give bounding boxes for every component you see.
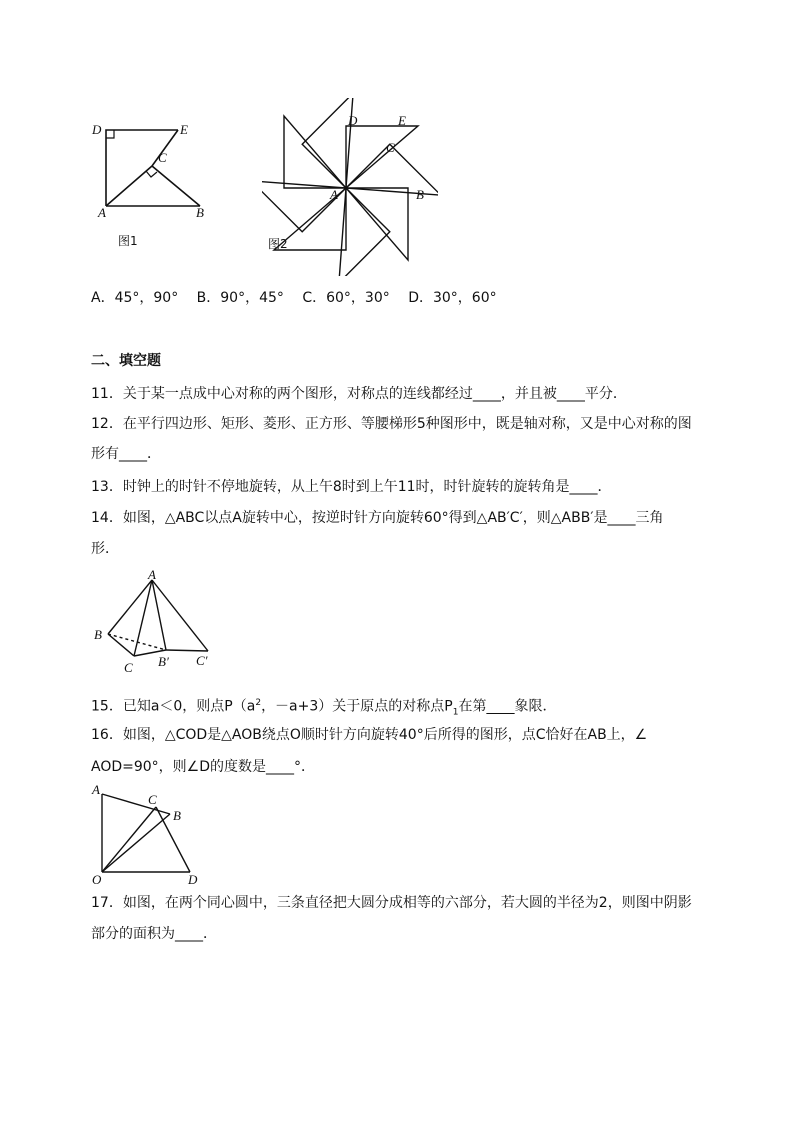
fig1-label-b: B <box>196 205 204 220</box>
question-17-line-2: 部分的面积为____． <box>91 926 217 942</box>
fig2-caption: 图2 <box>268 237 288 251</box>
question-10-options: A．45°，90° B．90°，45° C．60°，30° D．30°，60° <box>91 290 497 306</box>
question-14-line-1: 14．如图，△ABC以点A旋转中心，按逆时针方向旋转60°得到△AB′C′，则△ABB′是____三角 <box>91 510 664 526</box>
figure-2 <box>262 98 438 276</box>
q15-text-middle: ，－a+3）关于原点的对称点P <box>261 698 453 715</box>
question-16-line-1: 16．如图，△COD是△AOB绕点O顺时针方向旋转40°后所得的图形，点C恰好在AB上，∠ <box>91 727 648 743</box>
fig14-label-c-prime: C′ <box>196 653 208 668</box>
question-17-line-1: 17．如图，在两个同心圆中，三条直径把大圆分成相等的六部分，若大圆的半径为2，则图中阴影 <box>91 895 692 911</box>
fig2-label-b: B <box>416 187 424 202</box>
fig1-label-d: D <box>92 122 102 137</box>
question-12-line-2: 形有____． <box>91 446 161 462</box>
q15-superscript: 2 <box>255 698 262 708</box>
fig1-label-c: C <box>158 150 167 165</box>
q15-subscript: 1 <box>452 707 459 718</box>
question-15 <box>91 693 556 722</box>
question-14-line-2: 形． <box>91 541 119 557</box>
fig1-caption: 图1 <box>118 234 138 248</box>
pinwheel-triangle <box>346 126 418 188</box>
fig2-label-a: A <box>330 187 338 202</box>
q15-text-before: 15．已知a＜0，则点P（a <box>91 698 256 715</box>
pinwheel-triangle <box>346 188 408 260</box>
fig16-label-d: D <box>188 872 198 887</box>
fig14-label-b-prime: B′ <box>158 654 169 669</box>
fig2-label-d: D <box>348 113 358 128</box>
fig1-label-a: A <box>98 205 106 220</box>
fig16-label-b: B <box>173 808 181 823</box>
figure-14 <box>88 568 218 678</box>
section-heading: 二、填空题 <box>91 353 161 369</box>
question-12-line-1: 12．在平行四边形、矩形、菱形、正方形、等腰梯形5种图形中，既是轴对称，又是中心对称的图 <box>91 416 692 432</box>
fig16-label-o: O <box>92 872 102 887</box>
fig2-label-c: C <box>386 140 395 155</box>
fig16-label-c: C <box>148 792 157 807</box>
pinwheel-triangle <box>284 116 346 188</box>
fig14-label-b: B <box>94 627 102 642</box>
fig2-label-e: E <box>398 113 406 128</box>
fig16-label-a: A <box>92 782 100 797</box>
question-11: 11．关于某一点成中心对称的两个图形，对称点的连线都经过____，并且被____平分． <box>91 386 627 402</box>
question-13: 13．时钟上的时针不停地旋转，从上午8时到上午11时，时针旋转的旋转角是____． <box>91 479 612 495</box>
figure-16 <box>88 780 218 890</box>
fig1-label-e: E <box>180 122 188 137</box>
fig14-label-c: C <box>124 660 133 675</box>
fig14-label-a: A <box>148 568 156 582</box>
figure-1 <box>88 118 228 248</box>
question-16-line-2: AOD=90°，则∠D的度数是____°． <box>91 759 316 775</box>
q15-text-after: 在第____象限． <box>458 698 557 715</box>
